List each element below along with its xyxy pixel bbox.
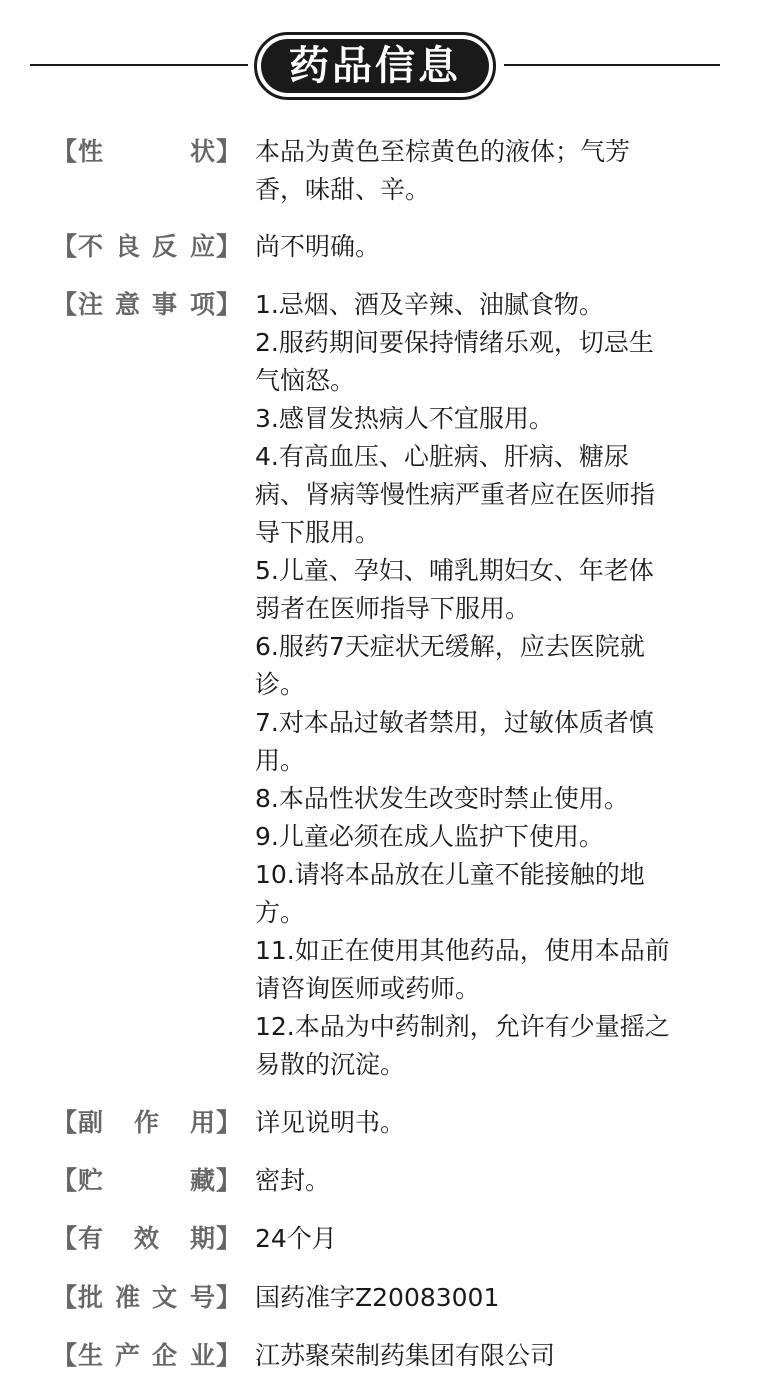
label-char: 藏 (190, 1166, 216, 1195)
value-line: 4.有高血压、心脏病、肝病、糖尿 (255, 442, 629, 471)
label-char: 批 (78, 1283, 104, 1312)
label-bracket-open: 【 (52, 137, 78, 166)
value-line: 用。 (255, 746, 306, 775)
label-bracket-open: 【 (52, 232, 78, 261)
value-line: 香，味甜、辛。 (255, 175, 431, 204)
row-label (52, 133, 240, 171)
label-bracket-close: 】 (216, 1341, 242, 1370)
label-char: 副 (78, 1108, 104, 1137)
label-char: 状 (190, 137, 216, 166)
label-char: 意 (115, 290, 141, 319)
value-line: 5.儿童、孕妇、哺乳期妇女、年老体 (255, 556, 654, 585)
label-char: 注 (78, 290, 104, 319)
label-char: 准 (115, 1283, 141, 1312)
row-label (52, 286, 240, 324)
label-char: 生 (78, 1341, 104, 1370)
label-bracket-open: 【 (52, 1283, 78, 1312)
label-bracket-open: 【 (52, 1224, 78, 1253)
value-line: 24个月 (255, 1224, 337, 1253)
row-label (52, 1162, 240, 1200)
label-bracket-open: 【 (52, 1341, 78, 1370)
label-char: 产 (115, 1341, 141, 1370)
row-label (52, 1104, 240, 1142)
label-char: 文 (152, 1283, 178, 1312)
label-bracket-close: 】 (216, 137, 242, 166)
label-bracket-close: 】 (216, 232, 242, 261)
page-title: 药品信息 (261, 39, 489, 93)
value-line: 11.如正在使用其他药品，使用本品前 (255, 936, 670, 965)
value-line: 详见说明书。 (255, 1108, 406, 1137)
value-line: 6.服药7天症状无缓解，应去医院就 (255, 632, 645, 661)
row-value (255, 133, 705, 209)
value-line: 本品为黄色至棕黄色的液体；气芳 (255, 137, 631, 166)
label-char: 贮 (78, 1166, 104, 1195)
label-char: 应 (190, 232, 216, 261)
row-value (255, 1220, 705, 1258)
value-line: 2.服药期间要保持情绪乐观，切忌生 (255, 328, 654, 357)
title-badge (254, 32, 496, 100)
label-char: 作 (134, 1108, 160, 1137)
row-value (255, 1279, 705, 1317)
row-label (52, 1279, 240, 1317)
value-line: 密封。 (255, 1166, 331, 1195)
label-bracket-open: 【 (52, 1108, 78, 1137)
row-value (255, 1162, 705, 1200)
row-label (52, 1337, 240, 1375)
label-char: 期 (190, 1224, 216, 1253)
row-value (255, 286, 705, 1084)
value-line: 气恼怒。 (255, 366, 356, 395)
header-rule-right (504, 64, 720, 66)
label-bracket-close: 】 (216, 1166, 242, 1195)
row-value (255, 228, 705, 266)
label-bracket-close: 】 (216, 1108, 242, 1137)
row-label (52, 228, 240, 266)
label-bracket-close: 】 (216, 1224, 242, 1253)
label-char: 有 (78, 1224, 104, 1253)
value-line: 请咨询医师或药师。 (255, 974, 481, 1003)
label-char: 不 (78, 232, 104, 261)
value-line: 导下服用。 (255, 518, 381, 547)
value-line: 3.感冒发热病人不宜服用。 (255, 404, 554, 433)
label-bracket-close: 】 (216, 290, 242, 319)
row-label (52, 1220, 240, 1258)
label-char: 项 (190, 290, 216, 319)
label-char: 企 (152, 1341, 178, 1370)
label-bracket-open: 【 (52, 1166, 78, 1195)
label-bracket-open: 【 (52, 290, 78, 319)
value-line: 7.对本品过敏者禁用，过敏体质者慎 (255, 708, 654, 737)
label-char: 性 (78, 137, 104, 166)
value-line: 9.儿童必须在成人监护下使用。 (255, 822, 604, 851)
label-char: 事 (152, 290, 178, 319)
value-line: 12.本品为中药制剂，允许有少量摇之 (255, 1012, 670, 1041)
label-char: 业 (190, 1341, 216, 1370)
section-header (0, 30, 760, 100)
label-char: 良 (115, 232, 141, 261)
row-value (255, 1337, 705, 1375)
value-line: 江苏聚荣制药集团有限公司 (255, 1341, 556, 1370)
value-line: 国药准字Z20083001 (255, 1283, 500, 1312)
value-line: 诊。 (255, 670, 306, 699)
label-char: 用 (190, 1108, 216, 1137)
row-value (255, 1104, 705, 1142)
label-char: 号 (190, 1283, 216, 1312)
value-line: 10.请将本品放在儿童不能接触的地 (255, 860, 645, 889)
label-char: 反 (152, 232, 178, 261)
value-line: 病、肾病等慢性病严重者应在医师指 (255, 480, 656, 509)
value-line: 1.忌烟、酒及辛辣、油腻食物。 (255, 290, 604, 319)
label-char: 效 (134, 1224, 160, 1253)
value-line: 8.本品性状发生改变时禁止使用。 (255, 784, 629, 813)
value-line: 易散的沉淀。 (255, 1050, 406, 1079)
label-bracket-close: 】 (216, 1283, 242, 1312)
value-line: 弱者在医师指导下服用。 (255, 594, 531, 623)
value-line: 方。 (255, 898, 306, 927)
value-line: 尚不明确。 (255, 232, 381, 261)
header-rule-left (30, 64, 248, 66)
